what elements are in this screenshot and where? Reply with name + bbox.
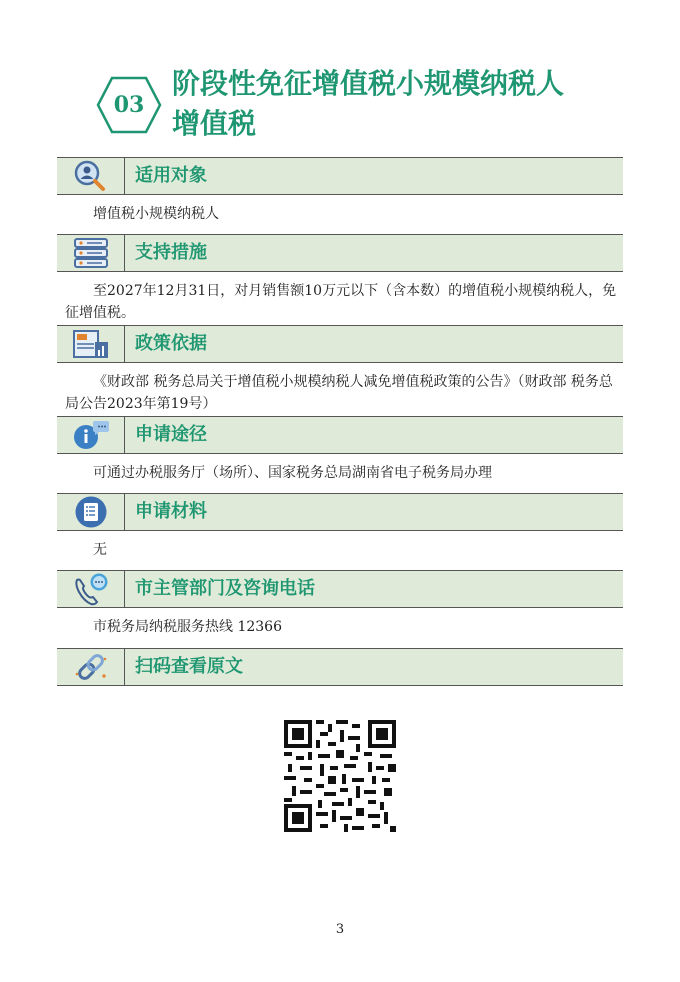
phone-chat-icon bbox=[71, 572, 111, 606]
section-label: 扫码查看原文 bbox=[135, 656, 243, 677]
page-title bbox=[172, 64, 612, 144]
link-chain-icon bbox=[71, 650, 111, 684]
section-header bbox=[57, 493, 623, 531]
section-number: 03 bbox=[113, 92, 145, 118]
section-target bbox=[57, 157, 623, 233]
section-policy-basis bbox=[57, 325, 623, 423]
section-content: 可通过办税服务厅（场所）、国家税务总局湖南省电子税务局办理 bbox=[93, 465, 492, 481]
server-stack-icon bbox=[72, 237, 110, 269]
document-chart-icon bbox=[71, 328, 111, 360]
section-number-badge bbox=[96, 76, 162, 134]
page-number: 3 bbox=[335, 922, 345, 937]
section-label: 申请途径 bbox=[135, 424, 207, 445]
section-header bbox=[57, 234, 623, 272]
section-header bbox=[57, 416, 623, 454]
section-content: 《财政部 税务总局关于增值税小规模纳税人减免增值税政策的公告》（财政部 税务总局公告2023年第19号） bbox=[65, 374, 613, 412]
section-header bbox=[57, 157, 623, 195]
title-line-2: 增值税 bbox=[172, 107, 257, 140]
section-header bbox=[57, 648, 623, 686]
list-document-icon bbox=[73, 495, 109, 529]
section-measures bbox=[57, 234, 623, 332]
section-contact bbox=[57, 570, 623, 646]
section-content: 无 bbox=[93, 542, 107, 558]
section-header bbox=[57, 325, 623, 363]
section-label: 市主管部门及咨询电话 bbox=[135, 578, 315, 599]
section-label: 适用对象 bbox=[135, 165, 207, 186]
section-header bbox=[57, 570, 623, 608]
section-content: 至2027年12月31日，对月销售额10万元以下（含本数）的增值税小规模纳税人，免征增值税。 bbox=[65, 283, 617, 321]
section-label: 申请材料 bbox=[135, 501, 207, 522]
magnifier-person-icon bbox=[71, 159, 111, 193]
info-chat-icon bbox=[71, 418, 111, 452]
section-materials bbox=[57, 493, 623, 569]
section-application-channel bbox=[57, 416, 623, 492]
section-content: 市税务局纳税服务热线 12366 bbox=[93, 619, 282, 635]
section-scan-original bbox=[57, 648, 623, 686]
section-content: 增值税小规模纳税人 bbox=[93, 206, 219, 222]
section-label: 支持措施 bbox=[135, 242, 207, 263]
section-label: 政策依据 bbox=[135, 333, 207, 354]
qr-code[interactable] bbox=[284, 720, 396, 832]
title-line-1: 阶段性免征增值税小规模纳税人 bbox=[172, 67, 565, 100]
